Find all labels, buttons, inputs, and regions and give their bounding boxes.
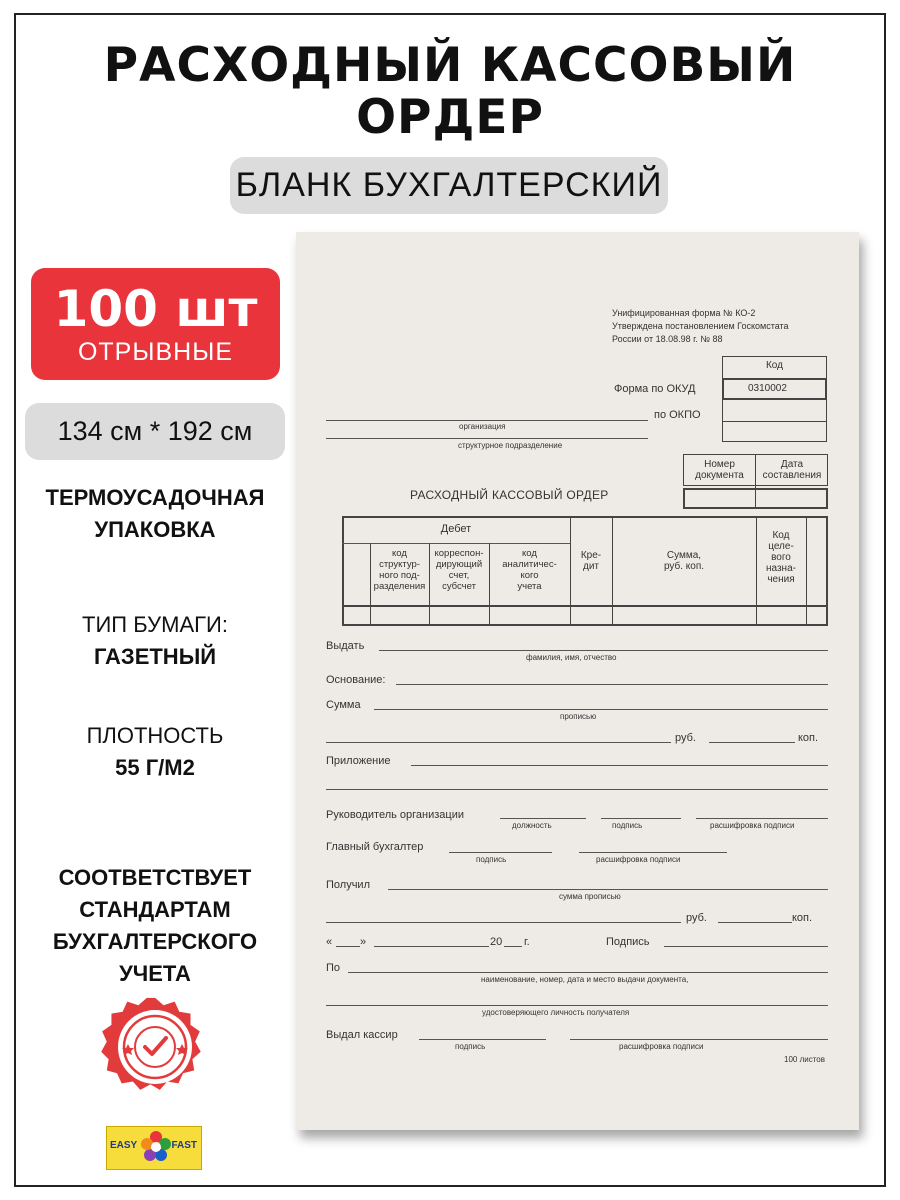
paper-type — [20, 609, 290, 673]
standards-line-1: СООТВЕТСТВУЕТ — [58, 865, 252, 890]
packaging-line-1: ТЕРМОУСАДОЧНАЯ — [45, 485, 265, 510]
col-sum-l2: руб. коп. — [663, 561, 705, 572]
form-sheet — [296, 232, 859, 1130]
code-header: Код — [765, 360, 783, 371]
density — [20, 720, 290, 784]
department-hint: структурное подразделение — [458, 441, 563, 450]
col-corr-l1: корреспон- — [434, 548, 484, 559]
okud-label: Форма по ОКУД — [614, 383, 696, 395]
attachment-line-2 — [326, 789, 828, 790]
standards-text — [20, 862, 290, 990]
col-anal-header — [489, 548, 570, 592]
col-corr-l4: субсчет — [442, 581, 476, 592]
standards-line-2: СТАНДАРТАМ — [79, 897, 231, 922]
unified-form-line-2: Утверждена постановлением Госкомстата — [612, 321, 789, 331]
col-anal-l3: кого — [520, 570, 539, 581]
flower-icon — [140, 1130, 172, 1162]
by-line — [348, 972, 828, 973]
quality-seal-icon — [100, 992, 210, 1102]
attachment-line — [411, 765, 828, 766]
count-badge — [31, 268, 280, 380]
sum-kop-line — [709, 742, 795, 743]
chief-decode-line — [579, 852, 727, 853]
year-suffix: г. — [524, 936, 530, 948]
paper-type-label: ТИП БУМАГИ: — [82, 612, 228, 637]
form-title: РАСХОДНЫЙ КАССОВЫЙ ОРДЕР — [410, 488, 609, 502]
head-signature-line — [601, 818, 681, 819]
cashier-signature-hint: подпись — [455, 1042, 486, 1051]
head-position-hint: должность — [512, 821, 552, 830]
doc-date-line-1: Дата — [780, 459, 804, 470]
sum-line — [374, 709, 828, 710]
col-purpose-l5: чения — [767, 574, 795, 585]
page-title — [0, 40, 900, 144]
debit-underline — [342, 543, 570, 544]
col-dept-header — [370, 548, 429, 592]
issue-line — [379, 650, 828, 651]
col-purpose-header — [756, 530, 806, 585]
identity-line — [326, 1005, 828, 1006]
chief-decode-hint: расшифровка подписи — [596, 855, 681, 864]
title-line-1: РАСХОДНЫЙ КАССОВЫЙ — [103, 38, 797, 93]
count-value: 100 шт — [53, 280, 258, 338]
date-open-quote: « — [326, 936, 333, 948]
sum-hint: прописью — [560, 712, 597, 721]
col-credit-l2: дит — [582, 561, 599, 572]
doc-date-line-2: составления — [762, 470, 822, 481]
doc-hint: наименование, номер, дата и место выдачи документа, — [481, 975, 689, 984]
received-rub-label: руб. — [686, 912, 707, 924]
chief-signature-line — [449, 852, 552, 853]
col-corr-l2: дирующий — [435, 559, 483, 570]
date-month-line — [374, 946, 489, 947]
table-vline-7 — [806, 516, 807, 626]
brand-logo — [106, 1126, 202, 1170]
chief-label: Главный бухгалтер — [326, 841, 424, 853]
standards-line-4: УЧЕТА — [119, 961, 191, 986]
cashier-decode-hint: расшифровка подписи — [619, 1042, 704, 1051]
organization-line — [326, 420, 648, 421]
received-kop-label: коп. — [792, 912, 813, 924]
col-sum-l1: Сумма, — [666, 550, 702, 561]
organization-hint: организация — [459, 422, 506, 431]
received-kop-line — [718, 922, 792, 923]
cashier-label: Выдал кассир — [326, 1029, 398, 1041]
sheets-note: 100 листов — [784, 1055, 825, 1064]
received-line — [388, 889, 828, 890]
col-dept-l2: структур- — [379, 559, 420, 570]
head-label: Руководитель организации — [326, 809, 465, 821]
cashier-signature-line — [419, 1039, 546, 1040]
sum-rub-label: руб. — [675, 732, 696, 744]
sum-rub-line — [326, 742, 671, 743]
packaging-line-2: УПАКОВКА — [94, 517, 216, 542]
year-prefix: 20 — [490, 936, 503, 948]
unified-form-line-1: Унифицированная форма № КО-2 — [612, 308, 756, 318]
unified-form-line-3: России от 18.08.98 г. № 88 — [612, 334, 723, 344]
debit-header: Дебет — [440, 523, 472, 535]
packaging-text — [20, 482, 290, 546]
by-label: По — [326, 962, 341, 974]
signature-line — [664, 946, 828, 947]
doc-number-header — [684, 459, 755, 481]
extra-code-cell — [722, 422, 827, 442]
received-rub-line — [326, 922, 681, 923]
date-day-line — [336, 946, 360, 947]
col-purpose-l1: Код — [772, 530, 790, 541]
doc-number-line-2: документа — [695, 470, 744, 481]
col-purpose-l2: целе- — [768, 541, 794, 552]
col-credit-header — [570, 550, 612, 572]
chief-signature-hint: подпись — [476, 855, 507, 864]
col-purpose-l3: вого — [771, 552, 791, 563]
year-line — [504, 946, 522, 947]
count-note: ОТРЫВНЫЕ — [77, 338, 234, 366]
col-credit-l1: Кре- — [580, 550, 602, 561]
date-close-quote: » — [360, 936, 367, 948]
received-label: Получил — [326, 879, 370, 891]
received-hint: сумма прописью — [559, 892, 621, 901]
doc-number-line-1: Номер — [704, 459, 735, 470]
paper-type-value: ГАЗЕТНЫЙ — [93, 644, 217, 669]
col-corr-l3: счет, — [448, 570, 470, 581]
col-anal-l2: аналитичес- — [502, 559, 557, 570]
col-corr-header — [429, 548, 489, 592]
basis-line — [396, 684, 828, 685]
signature-label: Подпись — [606, 936, 650, 948]
head-decode-line — [696, 818, 828, 819]
issue-hint: фамилия, имя, отчество — [526, 653, 617, 662]
doc-values-box — [683, 488, 828, 509]
density-label: ПЛОТНОСТЬ — [86, 723, 224, 748]
sum-kop-label: коп. — [798, 732, 819, 744]
logo-text-right: FAST — [171, 1140, 197, 1151]
identity-hint: удостоверяющего личность получателя — [482, 1008, 630, 1017]
col-purpose-l4: назна- — [766, 563, 796, 574]
issue-label: Выдать — [326, 640, 365, 652]
basis-label: Основание: — [326, 674, 386, 686]
col-dept-l4: разделения — [373, 581, 426, 592]
okpo-cell — [722, 400, 827, 422]
head-position-line — [500, 818, 586, 819]
head-decode-hint: расшифровка подписи — [710, 821, 795, 830]
sum-label: Сумма — [326, 699, 361, 711]
density-value: 55 Г/М2 — [115, 755, 195, 780]
col-dept-l1: код — [392, 548, 407, 559]
col-dept-l3: ного под- — [379, 570, 420, 581]
col-sum-header — [612, 550, 756, 572]
col-anal-l4: учета — [517, 581, 542, 592]
cashier-decode-line — [570, 1039, 828, 1040]
okpo-label: по ОКПО — [654, 409, 701, 421]
doc-date-header — [756, 459, 828, 481]
subtitle-badge: БЛАНК БУХГАЛТЕРСКИЙ — [230, 157, 668, 214]
standards-line-3: БУХГАЛТЕРСКОГО — [52, 929, 258, 954]
title-line-2: ОРДЕР — [356, 90, 544, 145]
head-signature-hint: подпись — [612, 821, 643, 830]
attachment-label: Приложение — [326, 755, 391, 767]
size-badge: 134 см * 192 см — [25, 403, 285, 460]
logo-text-left: EASY — [110, 1140, 138, 1151]
col-anal-l1: код — [522, 548, 537, 559]
department-line — [326, 438, 648, 439]
okud-value: 0310002 — [748, 383, 787, 394]
